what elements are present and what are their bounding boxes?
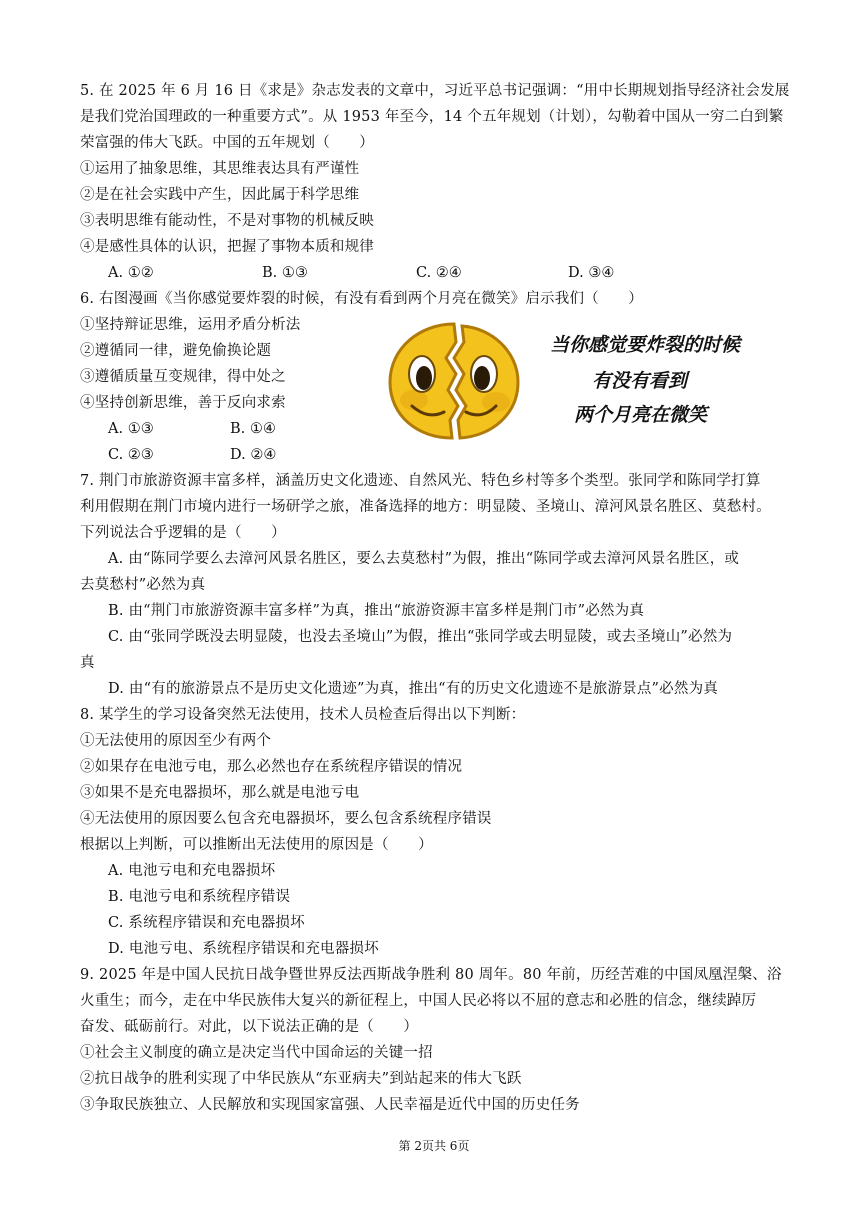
q7-stem-line-3: 下列说法合乎逻辑的是（ ） [80,525,286,541]
q6-option-b: B. ①④ [230,421,276,437]
q5-option-b: B. ①③ [262,265,308,281]
cracked-smiley-icon [384,320,524,442]
q8-statement-2: ②如果存在电池亏电，那么必然也存在系统程序错误的情况 [80,759,463,775]
q5-option-a: A. ①② [108,265,154,281]
q7-option-a-line-1: A. 由“陈同学要么去漳河风景名胜区，要么去莫愁村”为假，推出“陈同学或去漳河风景名胜区，或 [108,551,740,567]
q8-option-a: A. 电池亏电和充电器损坏 [108,863,276,879]
q9-stem-line-2: 火重生；而今，走在中华民族伟大复兴的新征程上，中国人民必将以不屈的意志和必胜的信念，继续踔厉 [80,993,757,1009]
q6-statement-1: ①坚持辩证思维，运用矛盾分析法 [80,317,301,333]
q8-statement-3: ③如果不是充电器损坏，那么就是电池亏电 [80,785,360,801]
q9-statement-2: ②抗日战争的胜利实现了中华民族从“东亚病夫”到站起来的伟大飞跃 [80,1071,522,1087]
cartoon-illustration [384,320,764,442]
q5-option-d: D. ③④ [568,265,615,281]
q8-option-d: D. 电池亏电、系统程序错误和充电器损坏 [108,941,379,957]
q7-option-c-line-2: 真 [80,655,95,671]
q5-stem-line-1: 5. 在 2025 年 6 月 16 日《求是》杂志发表的文章中，习近平总书记强调：“用中长期规划指导经济社会发展 [80,83,790,99]
q7-option-c-line-1: C. 由“张同学既没去明显陵，也没去圣境山”为假，推出“张同学或去明显陵，或去圣境山”必然为 [108,629,733,645]
q7-option-a-line-2: 去莫愁村”必然为真 [80,577,206,593]
q8-question: 根据以上判断，可以推断出无法使用的原因是（ ） [80,837,433,853]
q6-option-a: A. ①③ [108,421,154,437]
q5-stem-line-2: 是我们党治国理政的一种重要方式”。从 1953 年至今，14 个五年规划（计划），勾勒着中国从一穷二白到繁 [80,109,784,125]
q7-stem-line-2: 利用假期在荆门市境内进行一场研学之旅，准备选择的地方：明显陵、圣境山、漳河风景名胜区、莫愁村。 [80,499,771,515]
q8-option-c: C. 系统程序错误和充电器损坏 [108,915,305,931]
q6-stem: 6. 右图漫画《当你感觉要炸裂的时候，有没有看到两个月亮在微笑》启示我们（ ） [80,291,643,307]
q9-statement-3: ③争取民族独立、人民解放和实现国家富强、人民幸福是近代中国的历史任务 [80,1097,580,1113]
cartoon-caption-2: 有没有看到 [592,370,688,392]
cartoon-caption-3: 两个月亮在微笑 [574,404,708,426]
q6-statement-4: ④坚持创新思维，善于反向求索 [80,395,286,411]
q7-stem-line-1: 7. 荆门市旅游资源丰富多样，涵盖历史文化遗迹、自然风光、特色乡村等多个类型。张同学和陈同学打算 [80,473,761,489]
q8-stem: 8. 某学生的学习设备突然无法使用，技术人员检查后得出以下判断： [80,707,526,723]
cartoon-caption-1: 当你感觉要炸裂的时候 [550,334,741,356]
q6-statement-3: ③遵循质量互变规律，得中处之 [80,369,286,385]
q5-statement-2: ②是在社会实践中产生，因此属于科学思维 [80,187,360,203]
q8-statement-4: ④无法使用的原因要么包含充电器损坏，要么包含系统程序错误 [80,811,492,827]
q9-statement-1: ①社会主义制度的确立是决定当代中国命运的关键一招 [80,1045,433,1061]
q5-statement-1: ①运用了抽象思维，其思维表达具有严谨性 [80,161,360,177]
q5-option-c: C. ②④ [416,265,462,281]
q5-statement-4: ④是感性具体的认识，把握了事物本质和规律 [80,239,374,255]
q8-option-b: B. 电池亏电和系统程序错误 [108,889,291,905]
q7-option-d: D. 由“有的旅游景点不是历史文化遗迹”为真，推出“有的历史文化遗迹不是旅游景点”必然为真 [108,681,718,697]
q8-statement-1: ①无法使用的原因至少有两个 [80,733,272,749]
q5-statement-3: ③表明思维有能动性，不是对事物的机械反映 [80,213,374,229]
page-number-footer: 第 2页共 6页 [398,1139,470,1153]
q5-stem-line-3: 荣富强的伟大飞跃。中国的五年规划（ ） [80,135,374,151]
q7-option-b: B. 由“荆门市旅游资源丰富多样”为真，推出“旅游资源丰富多样是荆门市”必然为真 [108,603,645,619]
q6-option-d: D. ②④ [230,447,277,463]
q6-option-c: C. ②③ [108,447,154,463]
q6-statement-2: ②遵循同一律，避免偷换论题 [80,343,272,359]
q9-stem-line-1: 9. 2025 年是中国人民抗日战争暨世界反法西斯战争胜利 80 周年。80 年前，历经苦难的中国凤凰涅槃、浴 [80,967,782,983]
q9-stem-line-3: 奋发、砥砺前行。对此，以下说法正确的是（ ） [80,1019,419,1035]
